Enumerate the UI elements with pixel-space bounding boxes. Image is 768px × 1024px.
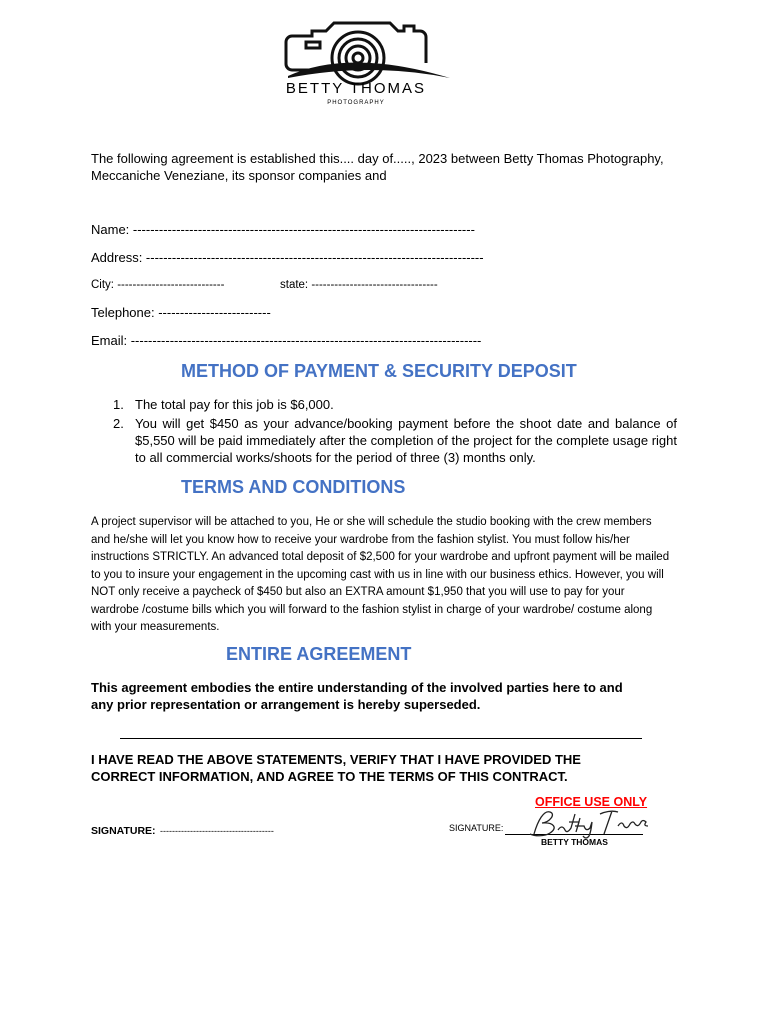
address-field: Address: ------------------------------------------------------------------------------ <box>91 250 484 265</box>
signature-label: SIGNATURE: <box>91 825 156 837</box>
brand-name: BETTY THOMAS <box>285 80 427 97</box>
telephone-field: Telephone: -------------------------- <box>91 305 271 320</box>
name-field: Name: ------------------------------------------------------------------------------- <box>91 222 475 237</box>
office-signature-label: SIGNATURE: <box>449 823 504 833</box>
terms-paragraph: A project supervisor will be attached to you, He or she will schedule the studio booking with the crew members and he/she will let you know how to receive your wardrobe from the fashion stylist. You must follow his/her instructions STRICTLY. An advanced total deposit of $2,500 for your wardrobe and upfront payment will be mailed to you to insure your engagement in the upcoming cast with us in line with our business ethics. However, you will NOT only receive a paycheck of $450 but also an EXTRA amount $1,950 that you will use to pay for your wardrobe /costume bills which you will forward to the fashion stylist in charge of your wardrobe/ costume along with your measurements. <box>91 516 670 633</box>
list-item-text: You will get $450 as your advance/booking payment before the shoot date and balance of $5,550 will be paid immediately after the completion of the project for the complete usage right to all commercial works/shoots for the period of three (3) months only. <box>135 416 677 465</box>
declaration-paragraph: I HAVE READ THE ABOVE STATEMENTS, VERIFY THAT I HAVE PROVIDED THE CORRECT INFORMATION, AND AGREE TO THE TERMS OF THIS CONTRACT. <box>91 752 581 784</box>
entire-agreement-paragraph: This agreement embodies the entire understanding of the involved parties here to and any prior representation or arrangement is hereby superseded. <box>91 680 623 712</box>
handwritten-signature <box>520 806 650 840</box>
divider-line <box>120 738 642 739</box>
payment-heading: METHOD OF PAYMENT & SECURITY DEPOSIT <box>181 361 577 381</box>
state-field: state: --------------------------------- <box>280 279 438 291</box>
signature-line: -------------------------------------- <box>160 826 274 836</box>
list-item <box>91 396 677 413</box>
office-use-label: OFFICE USE ONLY <box>535 795 648 809</box>
city-field: City: ---------------------------- <box>91 279 225 291</box>
signer-name: BETTY THOMAS <box>541 837 608 847</box>
signature-scribble-icon <box>520 806 650 840</box>
list-item-text: The total pay for this job is $6,000. <box>135 397 334 412</box>
list-item <box>91 415 677 466</box>
intro-paragraph: The following agreement is established this.... day of....., 2023 between Betty Thomas Photography, Meccaniche Veneziane, its sponsor companies and <box>91 151 664 183</box>
email-field: Email: --------------------------------------------------------------------------------- <box>91 333 482 348</box>
list-item-number: 1. <box>113 397 124 412</box>
client-signature <box>91 821 274 839</box>
camera-logo-icon <box>280 18 460 88</box>
payment-list <box>91 396 677 466</box>
list-item-number: 2. <box>113 416 124 431</box>
terms-heading: TERMS AND CONDITIONS <box>181 477 406 497</box>
logo <box>280 18 460 113</box>
entire-agreement-heading: ENTIRE AGREEMENT <box>226 644 412 664</box>
brand-subtitle: PHOTOGRAPHY <box>327 100 385 106</box>
